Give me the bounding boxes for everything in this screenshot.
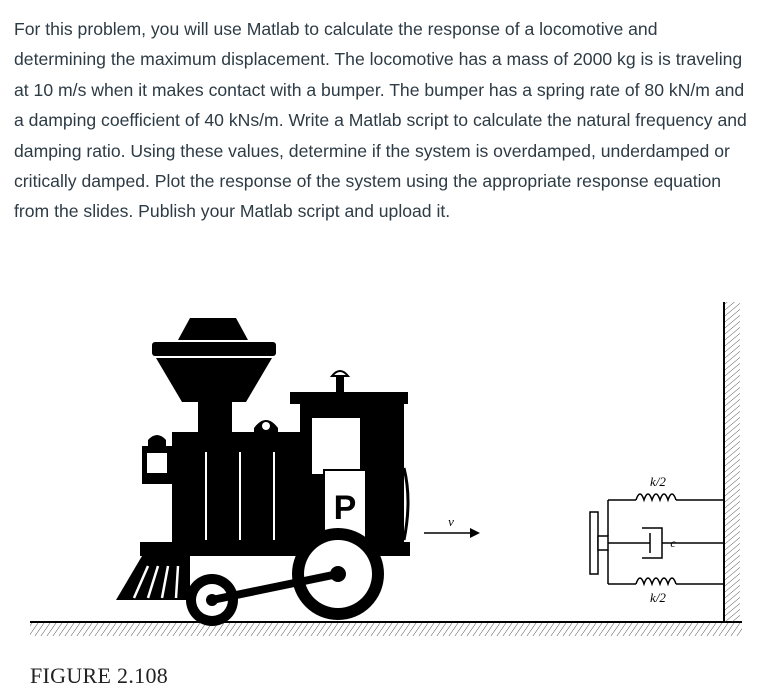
problem-statement: For this problem, you will use Matlab to calculate the response of a locomotive and determining the maximum displacement. The locomotive has a mass of 2000 kg is is traveling at 10 m/s when it makes contact with a bumper. The bumper has a spring rate of 80 kN/m and a damping coefficient of 40 kNs/m. Write a Matlab script to calculate the natural frequency and damping ratio. Using these values, determine if the system is overdamped, underdamped or critically damped. Plot the response of the system using the appropriate response equation from the slides. Publish your Matlab script and upload it.: [14, 19, 747, 222]
cowcatcher: [116, 556, 190, 600]
cab: [290, 392, 408, 544]
ground: [30, 622, 742, 636]
boiler: [172, 432, 300, 542]
spring-top: [608, 474, 724, 536]
velocity-label: v: [448, 514, 454, 529]
whistle: [332, 371, 348, 392]
smokestack: [152, 318, 276, 432]
damper-label: c: [670, 536, 676, 550]
headlight: [142, 435, 172, 484]
damper: [608, 528, 724, 558]
figure-caption: FIGURE 2.108: [30, 663, 169, 688]
spring-bottom-label: k/2: [650, 590, 666, 605]
locomotive-bumper-figure: [0, 290, 764, 650]
locomotive: [116, 318, 410, 626]
velocity-arrow: [424, 514, 480, 538]
wall: [724, 302, 740, 622]
bumper-plate: [590, 512, 598, 574]
spring-top-label: k/2: [650, 474, 666, 489]
spring-bottom: [608, 550, 724, 605]
bumper: [590, 474, 724, 605]
cab-letter: P: [333, 489, 357, 527]
